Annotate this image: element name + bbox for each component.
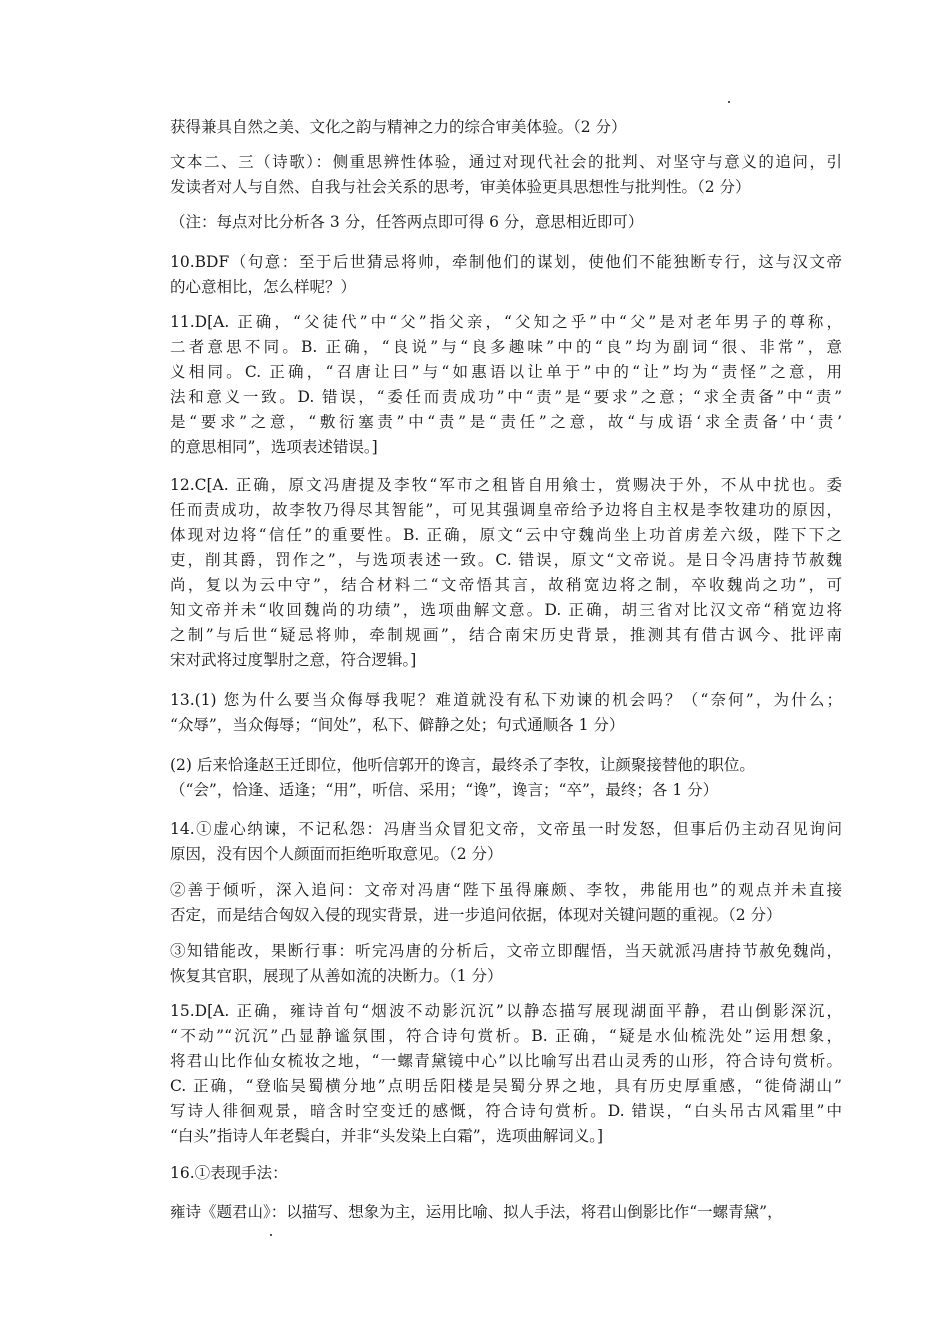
text-line: 原因，没有因个人颜面而拒绝听取意见。（2 分） xyxy=(170,845,503,863)
text-line: 是“要求”之意，“敷衍塞责”中“责”是“责任”之意，故“与成语‘求全责备’中‘责’ xyxy=(170,413,842,431)
text-line: ③知错能改，果断行事：听完冯唐的分析后，文帝立即醒悟，当天就派冯唐持节赦免魏尚， xyxy=(170,942,842,960)
text-line: 14.①虚心纳谏，不记私怨：冯唐当众冒犯文帝，文帝虽一时发怒，但事后仍主动召见询问 xyxy=(170,820,842,838)
text-line: 11.D[A. 正确，“父徒代”中“父”指父亲，“父知之乎”中“父”是对老年男子的尊称， xyxy=(170,313,842,331)
text-line: 将君山比作仙女梳妆之地，“一螺青黛镜中心”以比喻写出君山灵秀的山形，符合诗句赏析。 xyxy=(170,1052,842,1070)
text-line: “众辱”，当众侮辱；“间处”，私下、僻静之处；句式通顺各 1 分） xyxy=(170,716,625,734)
text-line: (2) 后来恰逢赵王迁即位，他听信郭开的谗言，最终杀了李牧，让颜聚接替他的职位。 xyxy=(170,756,755,774)
text-line: （“会”，恰逢、适逢；“用”，听信、采用；“谗”，谗言；“卒”，最终；各 1 分） xyxy=(170,781,719,799)
text-line: 否定，而是结合匈奴入侵的现实背景，进一步追问依据，体现对关键问题的重视。（2 分） xyxy=(170,906,782,924)
text-line: 法和意义一致。D. 错误，“委任而责成功”中“责”是“要求”之意；“求全责备”中“责” xyxy=(170,388,842,406)
paragraph-note xyxy=(170,210,842,235)
text-line: 15.D[A. 正确，雍诗首句“烟波不动影沉沉”以静态描写展现湖面平静，君山倒影深沉， xyxy=(170,1002,842,1020)
text-line: 知文帝并未“收回魏尚的功绩”，选项曲解文意。D. 正确，胡三省对比汉文帝“稍宽边将 xyxy=(170,601,842,619)
text-line: C. 正确，“登临吴蜀横分地”点明岳阳楼是吴蜀分界之地，具有历史厚重感，“徙倚湖山” xyxy=(170,1077,842,1095)
text-line: （注：每点对比分析各 3 分，任答两点即可得 6 分，意思相近即可） xyxy=(170,213,644,231)
text-line: 的心意相比，怎么样呢？） xyxy=(170,278,357,296)
scan-speck xyxy=(728,101,730,103)
text-line: 尚，复以为云中守”，结合材料二“文帝悟其言，故稍宽边将之制，卒收魏尚之功”，可 xyxy=(170,576,842,594)
text-line: 宋对武将过度掣肘之意，符合逻辑。] xyxy=(170,651,417,669)
text-line: 写诗人徘徊观景，暗含时空变迁的感慨，符合诗句赏析。D. 错误，“白头吊古风霜里”中 xyxy=(170,1102,842,1120)
text-line: 义相同。C. 正确，“召唐让曰”与“如惠语以让单于”中的“让”均为“责怪”之意，用 xyxy=(170,363,842,381)
answer-16-body xyxy=(170,1200,842,1225)
text-line: 恢复其官职，展现了从善如流的决断力。（1 分） xyxy=(170,967,503,985)
answer-15 xyxy=(170,999,842,1149)
text-line: 雍诗《题君山》：以描写、想象为主，运用比喻、拟人手法，将君山倒影比作“一螺青黛”， xyxy=(170,1203,783,1221)
text-line: 12.C[A. 正确，原文冯唐提及李牧“军市之租皆自用飨士，赏赐决于外，不从中扰也。委 xyxy=(170,476,842,494)
text-line: 吏，削其爵，罚作之”，与选项表述一致。C. 错误，原文“文帝说。是日令冯唐持节赦魏 xyxy=(170,551,842,569)
text-line: 10.BDF（句意：至于后世猜忌将帅，牵制他们的谋划，使他们不能独断专行，这与汉文帝 xyxy=(170,253,842,271)
text-line: 二者意思不同。B. 正确，“良说”与“良多趣味”中的“良”均为副词“很、非常”，意 xyxy=(170,338,842,356)
text-line: 体现对边将“信任”的重要性。B. 正确，原文“云中守魏尚坐上功首虏差六级，陛下下之 xyxy=(170,526,842,544)
text-line: “不动”“沉沉”凸显静谧氛围，符合诗句赏析。B. 正确，“疑是水仙梳洗处”运用想象， xyxy=(170,1027,842,1045)
text-line: ②善于倾听，深入追问：文帝对冯唐“陛下虽得廉颇、李牧，弗能用也”的观点并未直接 xyxy=(170,881,842,899)
paragraph-p2 xyxy=(170,150,842,200)
answer-10 xyxy=(170,250,842,300)
scan-speck xyxy=(270,1234,272,1236)
text-line: 16.①表现手法： xyxy=(170,1164,288,1182)
text-line: 获得兼具自然之美、文化之韵与精神之力的综合审美体验。（2 分） xyxy=(170,118,627,136)
text-line: 13.(1) 您为什么要当众侮辱我呢？难道就没有私下劝谏的机会吗？（“奈何”，为什么； xyxy=(170,691,842,709)
text-line: 任而责成功，故李牧乃得尽其智能”，可见其强调皇帝给予边将自主权是李牧建功的原因， xyxy=(170,501,842,519)
text-line: 的意思相同”，选项表述错误。] xyxy=(170,438,378,456)
answer-16-heading xyxy=(170,1161,842,1186)
text-line: 文本二、三（诗歌）：侧重思辨性体验，通过对现代社会的批判、对坚守与意义的追问，引 xyxy=(170,153,842,171)
answer-13-2 xyxy=(170,753,842,803)
answer-13-1 xyxy=(170,688,842,738)
answer-14-1 xyxy=(170,817,842,867)
answer-11 xyxy=(170,310,842,460)
text-line: 发读者对人与自然、自我与社会关系的思考，审美体验更具思想性与批判性。（2 分） xyxy=(170,178,751,196)
paragraph-p1 xyxy=(170,115,842,140)
text-line: 之制”与后世“疑忌将帅，牵制规画”，结合南宋历史背景，推测其有借古讽今、批评南 xyxy=(170,626,842,644)
text-line: “白头”指诗人年老鬓白，并非“头发染上白霜”，选项曲解词义。] xyxy=(170,1127,603,1145)
answer-14-2 xyxy=(170,878,842,928)
answer-12 xyxy=(170,473,842,673)
answer-14-3 xyxy=(170,939,842,989)
